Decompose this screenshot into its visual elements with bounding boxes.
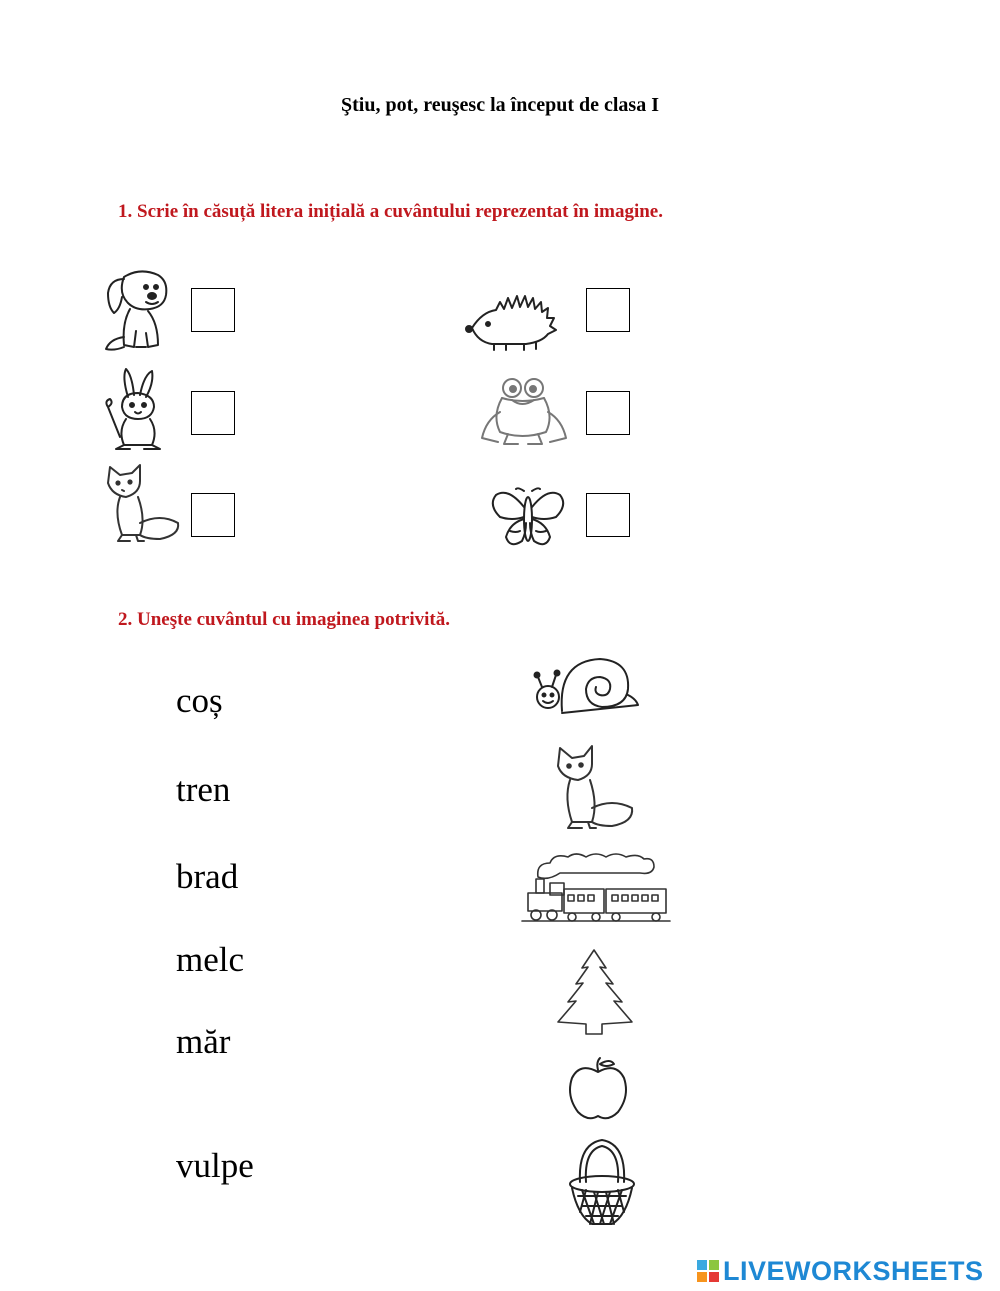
answer-box-frog[interactable]	[586, 391, 630, 435]
answer-box-fox[interactable]	[191, 493, 235, 537]
fox-icon[interactable]	[550, 744, 636, 832]
logo-blocks-icon	[697, 1260, 719, 1282]
word-vulpe[interactable]: vulpe	[176, 1146, 254, 1185]
word-melc[interactable]: melc	[176, 940, 245, 979]
exercise-2-instruction: 2. Uneşte cuvântul cu imaginea potrivită.	[118, 609, 450, 630]
answer-box-rabbit[interactable]	[191, 391, 235, 435]
hedgehog-icon	[462, 282, 562, 354]
apple-icon[interactable]	[566, 1056, 630, 1122]
word-cos[interactable]: coș	[176, 681, 223, 720]
train-icon[interactable]	[520, 851, 672, 927]
exercise-1-instruction: 1. Scrie în căsuță litera inițială a cuvântului reprezentat în imagine.	[118, 201, 663, 222]
answer-box-butterfly[interactable]	[586, 493, 630, 537]
fox-icon	[100, 463, 184, 545]
basket-icon[interactable]	[566, 1136, 638, 1230]
answer-box-dog[interactable]	[191, 288, 235, 332]
page-title: Ştiu, pot, reuşesc la început de clasa I	[341, 94, 659, 116]
answer-box-hedgehog[interactable]	[586, 288, 630, 332]
dog-icon	[100, 265, 175, 353]
word-tren[interactable]: tren	[176, 770, 231, 809]
rabbit-icon	[100, 367, 172, 451]
liveworksheets-logo	[697, 1256, 984, 1286]
butterfly-icon	[488, 487, 568, 553]
word-brad[interactable]: brad	[176, 857, 239, 896]
snail-icon[interactable]	[532, 655, 642, 717]
fir-tree-icon[interactable]	[552, 948, 636, 1036]
word-mar[interactable]: măr	[176, 1022, 231, 1061]
frog-icon	[478, 376, 570, 448]
logo-text: LIVEWORKSHEETS	[723, 1255, 984, 1286]
